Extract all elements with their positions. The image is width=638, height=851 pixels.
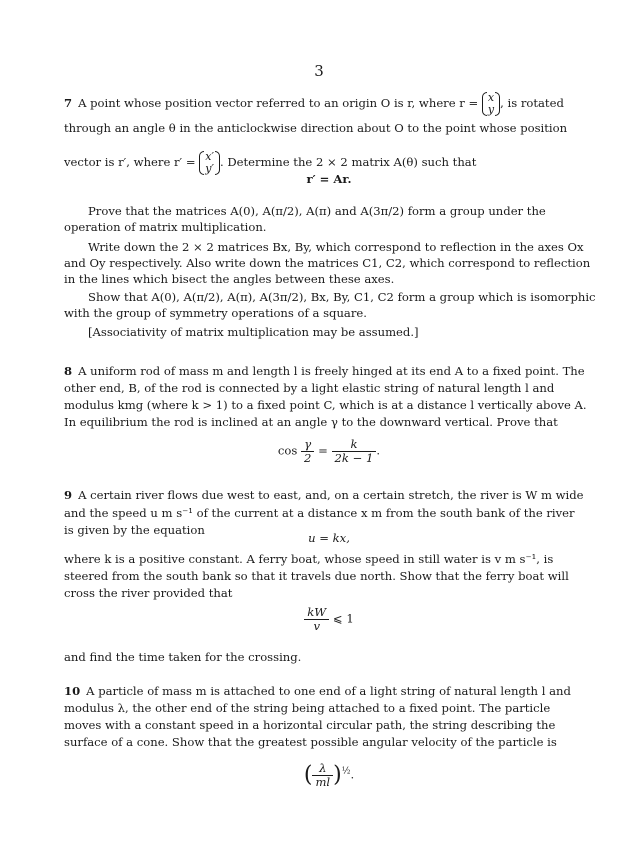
q7-para-4-line-1: Show that A(0), A(π/2), A(π), A(3π/2), Bx, By, C1, C2 form a group which is isomorphic [88, 290, 596, 304]
q7-line-1-tail: , is rotated [500, 96, 564, 110]
q7-para-3-line-1: Write down the 2 × 2 matrices Bx, By, which correspond to reflection in the axes Ox [88, 240, 584, 254]
q9-line-2: and the speed u m s⁻¹ of the current at a distance x m from the south bank of the river [64, 506, 575, 520]
q8-line-1: A uniform rod of mass m and length l is freely hinged at its end A to a fixed point. The [78, 364, 585, 378]
q7-line-3-tail: . Determine the 2 × 2 matrix A(θ) such that [219, 155, 477, 169]
q8-line-2: other end, B, of the rod is connected by a light elastic string of natural length l and [64, 381, 555, 395]
q9-line-7: and find the time taken for the crossing. [64, 650, 302, 664]
q7-para-2-line-1: Prove that the matrices A(0), A(π/2), A(π) and A(3π/2) form a group under the [88, 204, 546, 218]
q9-line-1: A certain river flows due west to east, and, on a certain stretch, the river is W m wide [78, 488, 584, 502]
q7-para-3-line-2: and Oy respectively. Also write down the matrices C1, C2, which correspond to reflection [64, 256, 591, 270]
q7-line-2: through an angle θ in the anticlockwise direction about O to the point whose position [64, 121, 568, 135]
q8-line-4: In equilibrium the rod is inclined at an angle γ to the downward vertical. Prove that [64, 415, 558, 429]
q9-line-6: cross the river provided that [64, 586, 233, 600]
q7-para-4-line-2: with the group of symmetry operations of a square. [64, 306, 367, 320]
q10-line-3: moves with a constant speed in a horizontal circular path, the string describing the [64, 718, 556, 732]
q10-result: ( $\frac{\lambda}{ml}$ )$^{\frac{1}{2}}$. [303, 761, 355, 789]
q10-line-2: modulus λ, the other end of the string being attached to a fixed point. The particle [64, 701, 551, 715]
question-number: 10 [64, 684, 81, 698]
q9-inequality: $\frac{kW}{v}$ ⩽ 1 [64, 606, 594, 633]
q7-line-1: A point whose position vector referred to an origin O is r, where r = [78, 96, 479, 110]
q9-equation: u = kx, [308, 531, 350, 545]
question-number: 9 [64, 488, 73, 502]
q10-line-4: surface of a cone. Show that the greatest possible angular velocity of the particle is [64, 735, 557, 749]
vector-r-prime: x′ y′ [199, 151, 220, 175]
q9-line-4: where k is a positive constant. A ferry boat, whose speed in still water is v m s⁻¹, is [64, 552, 554, 566]
vector-r: x y [482, 92, 500, 116]
question-number: 7 [64, 96, 73, 110]
q8-line-3: modulus kmg (where k > 1) to a fixed point C, which is at a distance l vertically above A. [64, 398, 587, 412]
q7-para-3-line-3: in the lines which bisect the angles between these axes. [64, 272, 395, 286]
q9-line-3: is given by the equation [64, 523, 205, 537]
q8-equation: cos $\frac{\gamma}{2}$ = $\frac{k}{2k - 1}$ . [277, 437, 381, 465]
q10-line-1: A particle of mass m is attached to one end of a light string of natural length l and [86, 684, 571, 698]
q7-para-2-line-2: operation of matrix multiplication. [64, 220, 267, 234]
q7-note: [Associativity of matrix multiplication may be assumed.] [88, 325, 419, 339]
q7-line-3: vector is r′, where r′ = [64, 155, 196, 169]
page-number: 3 [314, 62, 324, 80]
question-number: 8 [64, 364, 73, 378]
q9-line-5: steered from the south bank so that it travels due north. Show that the ferry boat will [64, 569, 569, 583]
q7-equation: r′ = Ar. [306, 172, 352, 186]
